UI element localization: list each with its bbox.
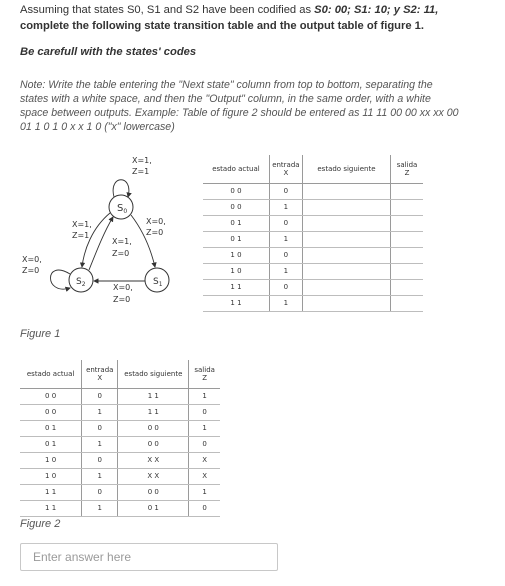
cell-estado-siguiente	[302, 247, 390, 263]
cell-salida-z	[391, 295, 423, 311]
header-entrada-label: entrada	[272, 160, 300, 169]
cell-entrada-x: 0	[82, 388, 118, 404]
cell-salida-z: 1	[189, 388, 220, 404]
cell-salida-z: X	[189, 468, 220, 484]
warning-text: Be carefull with the states' codes	[20, 46, 197, 58]
cell-salida-z	[391, 199, 423, 215]
header-entrada	[82, 360, 118, 388]
cell-entrada-x: 1	[269, 231, 302, 247]
state-s2-label: S	[76, 277, 82, 287]
cell-salida-z	[391, 231, 423, 247]
cell-entrada-x: 0	[269, 183, 302, 199]
cell-entrada-x: 1	[269, 263, 302, 279]
cell-estado-actual: 1 1	[203, 295, 269, 311]
table-row	[20, 484, 220, 500]
table-row	[20, 500, 220, 516]
cell-estado-siguiente	[302, 199, 390, 215]
label-s1-s2-1: X=0,	[113, 283, 133, 292]
cell-estado-siguiente: 0 0	[118, 436, 189, 452]
cell-estado-siguiente	[302, 231, 390, 247]
figure2-caption: Figure 2	[20, 518, 61, 530]
cell-estado-actual: 0 0	[203, 199, 269, 215]
table-row	[203, 231, 423, 247]
cell-estado-actual: 1 0	[20, 452, 82, 468]
cell-entrada-x: 1	[82, 436, 118, 452]
cell-estado-actual: 0 0	[203, 183, 269, 199]
cell-estado-actual: 0 1	[20, 420, 82, 436]
cell-estado-siguiente	[302, 279, 390, 295]
state-s0-label: S	[117, 203, 124, 214]
cell-estado-siguiente	[302, 215, 390, 231]
state-s1	[145, 268, 169, 292]
table-row	[20, 436, 220, 452]
cell-estado-actual: 0 1	[203, 215, 269, 231]
cell-entrada-x: 1	[82, 404, 118, 420]
cell-estado-actual: 1 1	[20, 500, 82, 516]
header-entrada	[269, 155, 302, 183]
cell-entrada-x: 0	[269, 279, 302, 295]
table-row	[203, 215, 423, 231]
cell-entrada-x: 0	[269, 215, 302, 231]
figure2-transition-table	[20, 360, 220, 517]
state-diagram	[0, 150, 200, 330]
header-estado-actual: estado actual	[20, 360, 82, 388]
transition-s0-self	[113, 180, 129, 197]
label-s0-s2-1: X=1,	[72, 220, 92, 229]
label-s2-s0-1: X=1,	[112, 237, 132, 246]
cell-estado-actual: 0 1	[20, 436, 82, 452]
cell-salida-z	[391, 247, 423, 263]
table-row	[20, 420, 220, 436]
label-s2-self-2: Z=0	[22, 266, 40, 275]
header-salida-var: Z	[404, 168, 410, 177]
cell-salida-z: 1	[189, 484, 220, 500]
question-line1: Assuming that states S0, S1 and S2 have been codified as	[20, 4, 315, 16]
cell-estado-actual: 0 0	[20, 388, 82, 404]
cell-salida-z: X	[189, 452, 220, 468]
cell-entrada-x: 1	[82, 500, 118, 516]
table-row	[203, 279, 423, 295]
figure1-caption: Figure 1	[20, 328, 61, 340]
header-entrada-label: entrada	[86, 365, 114, 374]
cell-estado-siguiente: 1 1	[118, 388, 189, 404]
header-estado-siguiente: estado siguiente	[302, 155, 390, 183]
answer-input[interactable]	[20, 543, 278, 571]
label-s0-s2-2: Z=1	[72, 231, 90, 240]
header-entrada-var: X	[283, 168, 289, 177]
table-row	[203, 247, 423, 263]
question-line2: complete the following state transition table and the output table of figure 1.	[20, 20, 425, 32]
table-row	[20, 468, 220, 484]
cell-entrada-x: 0	[82, 484, 118, 500]
cell-estado-actual: 1 0	[20, 468, 82, 484]
cell-salida-z	[391, 263, 423, 279]
cell-estado-siguiente: X X	[118, 452, 189, 468]
table-row	[203, 199, 423, 215]
cell-estado-actual: 1 0	[203, 263, 269, 279]
cell-estado-actual: 0 1	[203, 231, 269, 247]
cell-estado-actual: 0 0	[20, 404, 82, 420]
label-s0-self-1: X=1,	[132, 156, 152, 165]
header-salida	[391, 155, 423, 183]
cell-salida-z	[391, 215, 423, 231]
label-s2-s0-2: Z=0	[112, 249, 130, 258]
label-s1-s2-2: Z=0	[113, 295, 131, 304]
header-salida-label: salida	[194, 365, 215, 374]
cell-estado-siguiente	[302, 183, 390, 199]
header-estado-actual: estado actual	[203, 155, 269, 183]
table-row	[203, 295, 423, 311]
cell-estado-actual: 1 1	[20, 484, 82, 500]
state-s0-sub: 0	[123, 208, 128, 215]
cell-salida-z: 0	[189, 404, 220, 420]
header-salida-var: Z	[202, 373, 208, 382]
cell-estado-siguiente: 1 1	[118, 404, 189, 420]
cell-estado-siguiente: 0 1	[118, 500, 189, 516]
figure1-transition-table	[203, 155, 423, 312]
header-entrada-var: X	[97, 373, 103, 382]
table-row	[20, 388, 220, 404]
state-s2-sub: 2	[81, 281, 86, 288]
state-s0	[109, 195, 133, 219]
cell-entrada-x: 0	[82, 452, 118, 468]
label-s0-s1-2: Z=0	[146, 228, 164, 237]
transition-s2-s0	[89, 217, 113, 270]
cell-entrada-x: 1	[82, 468, 118, 484]
question-text	[20, 2, 490, 34]
cell-salida-z	[391, 183, 423, 199]
cell-salida-z: 1	[189, 420, 220, 436]
table-row	[203, 263, 423, 279]
cell-estado-siguiente: X X	[118, 468, 189, 484]
table-row	[20, 452, 220, 468]
state-s1-label: S	[153, 277, 159, 287]
transition-s2-self	[51, 270, 71, 289]
cell-estado-siguiente	[302, 295, 390, 311]
state-s2	[69, 268, 93, 292]
header-salida	[189, 360, 220, 388]
cell-entrada-x: 1	[269, 295, 302, 311]
cell-estado-actual: 1 1	[203, 279, 269, 295]
cell-estado-siguiente	[302, 263, 390, 279]
cell-estado-actual: 1 0	[203, 247, 269, 263]
header-salida-label: salida	[396, 160, 418, 169]
cell-estado-siguiente: 0 0	[118, 484, 189, 500]
cell-salida-z: 0	[189, 436, 220, 452]
table-row	[203, 183, 423, 199]
cell-salida-z	[391, 279, 423, 295]
cell-estado-siguiente: 0 0	[118, 420, 189, 436]
table-row	[20, 404, 220, 420]
note-text: Note: Write the table entering the "Next state" column from top to bottom, separating the states with a white space, and then the "Output" column, in the same order, with a white space between outputs. Example: Table of figure 2 should be entered as 11 11 00 00 xx xx 00 01 1 0 1 0 x x 1 0 ("x" lowercase)	[20, 79, 459, 133]
header-estado-siguiente: estado siguiente	[118, 360, 189, 388]
cell-entrada-x: 0	[269, 247, 302, 263]
state-s1-sub: 1	[158, 281, 163, 288]
label-s0-s1-1: X=0,	[146, 217, 166, 226]
cell-salida-z: 0	[189, 500, 220, 516]
state-codes: S0: 00; S1: 10; y S2: 11,	[314, 4, 439, 16]
cell-entrada-x: 1	[269, 199, 302, 215]
cell-entrada-x: 0	[82, 420, 118, 436]
label-s2-self-1: X=0,	[22, 255, 42, 264]
label-s0-self-2: Z=1	[132, 167, 150, 176]
